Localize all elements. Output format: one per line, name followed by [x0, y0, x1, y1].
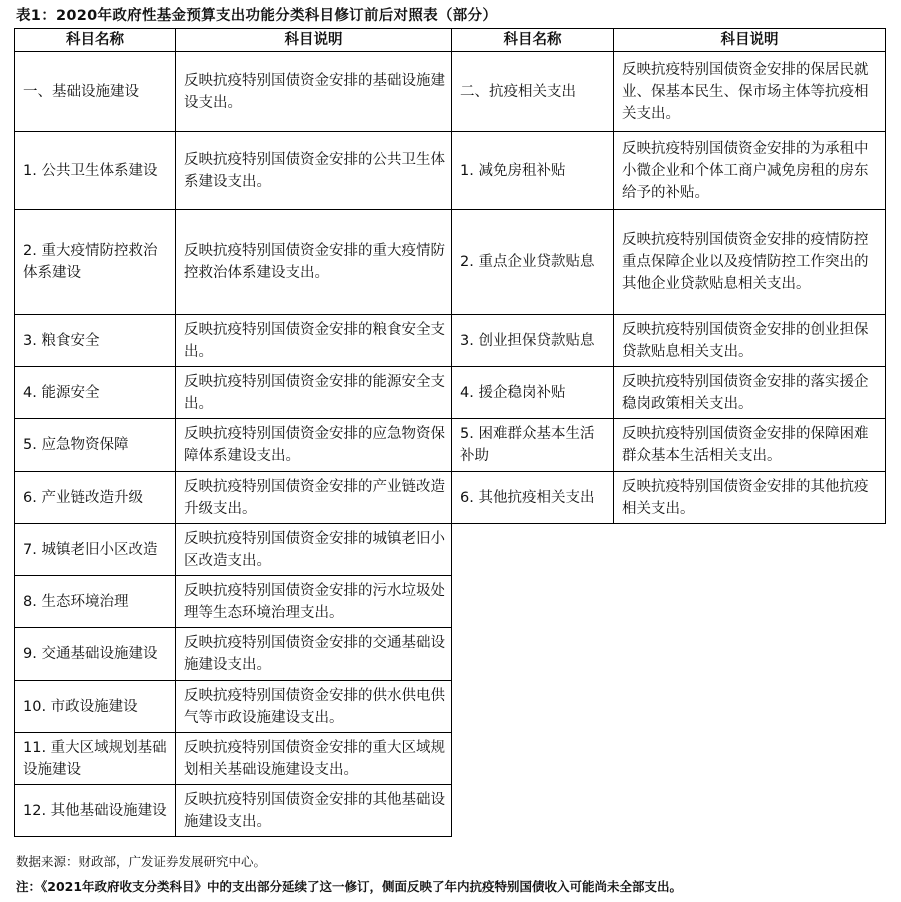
left-item-name: 10. 市政设施建设	[15, 681, 176, 733]
left-item-desc: 反映抗疫特别国债资金安排的重大疫情防控救治体系建设支出。	[176, 210, 452, 315]
right-item-desc: 反映抗疫特别国债资金安排的落实援企稳岗政策相关支出。	[614, 367, 886, 419]
left-item-name: 4. 能源安全	[15, 367, 176, 419]
left-item-desc: 反映抗疫特别国债资金安排的其他基础设施建设支出。	[176, 785, 452, 837]
left-item-desc: 反映抗疫特别国债资金安排的基础设施建设支出。	[176, 52, 452, 132]
left-item-desc: 反映抗疫特别国债资金安排的污水垃圾处理等生态环境治理支出。	[176, 576, 452, 628]
right-item-name: 1. 减免房租补贴	[452, 132, 614, 210]
header-row	[15, 29, 886, 52]
comparison-table	[14, 28, 886, 837]
table-row	[15, 132, 886, 210]
table-title: 表1：2020年政府性基金预算支出功能分类科目修订前后对照表（部分）	[16, 8, 498, 24]
left-item-name: 8. 生态环境治理	[15, 576, 176, 628]
left-item-name: 7. 城镇老旧小区改造	[15, 524, 176, 576]
table-row	[15, 367, 886, 419]
right-item-desc: 反映抗疫特别国债资金安排的疫情防控重点保障企业以及疫情防控工作突出的其他企业贷款贴息相关支出。	[614, 210, 886, 315]
right-item-desc: 反映抗疫特别国债资金安排的创业担保贷款贴息相关支出。	[614, 315, 886, 367]
right-item-name: 5. 困难群众基本生活补助	[452, 419, 614, 472]
right-item-desc: 反映抗疫特别国债资金安排的为承租中小微企业和个体工商户减免房租的房东给予的补贴。	[614, 132, 886, 210]
table-row	[15, 472, 886, 524]
footnote: 注：《2021年政府收支分类科目》中的支出部分延续了这一修订，侧面反映了年内抗疫特别国债收入可能尚未全部支出。	[16, 879, 683, 894]
source-note: 数据来源：财政部，广发证券发展研究中心。	[16, 854, 267, 869]
header-left-name: 科目名称	[15, 29, 176, 52]
right-item-desc: 反映抗疫特别国债资金安排的保居民就业、保基本民生、保市场主体等抗疫相关支出。	[614, 52, 886, 132]
table-row	[15, 524, 886, 576]
table-row	[15, 733, 886, 785]
table-row	[15, 210, 886, 315]
left-item-desc: 反映抗疫特别国债资金安排的应急物资保障体系建设支出。	[176, 419, 452, 472]
left-item-desc: 反映抗疫特别国债资金安排的公共卫生体系建设支出。	[176, 132, 452, 210]
left-item-name: 12. 其他基础设施建设	[15, 785, 176, 837]
right-item-name: 2. 重点企业贷款贴息	[452, 210, 614, 315]
table-row	[15, 315, 886, 367]
right-item-desc: 反映抗疫特别国债资金安排的其他抗疫相关支出。	[614, 472, 886, 524]
right-item-name: 二、抗疫相关支出	[452, 52, 614, 132]
table-row	[15, 628, 886, 681]
table-row	[15, 52, 886, 132]
header-right-desc: 科目说明	[614, 29, 886, 52]
left-item-name: 3. 粮食安全	[15, 315, 176, 367]
left-item-desc: 反映抗疫特别国债资金安排的城镇老旧小区改造支出。	[176, 524, 452, 576]
table-row	[15, 681, 886, 733]
table-row	[15, 419, 886, 472]
left-item-name: 11. 重大区域规划基础设施建设	[15, 733, 176, 785]
right-item-name: 3. 创业担保贷款贴息	[452, 315, 614, 367]
header-right-name: 科目名称	[452, 29, 614, 52]
right-item-name: 6. 其他抗疫相关支出	[452, 472, 614, 524]
left-item-desc: 反映抗疫特别国债资金安排的交通基础设施建设支出。	[176, 628, 452, 681]
left-item-name: 一、基础设施建设	[15, 52, 176, 132]
left-item-desc: 反映抗疫特别国债资金安排的供水供电供气等市政设施建设支出。	[176, 681, 452, 733]
header-left-desc: 科目说明	[176, 29, 452, 52]
left-item-name: 2. 重大疫情防控救治体系建设	[15, 210, 176, 315]
right-item-name: 4. 援企稳岗补贴	[452, 367, 614, 419]
left-item-name: 6. 产业链改造升级	[15, 472, 176, 524]
left-item-name: 5. 应急物资保障	[15, 419, 176, 472]
left-item-desc: 反映抗疫特别国债资金安排的重大区域规划相关基础设施建设支出。	[176, 733, 452, 785]
left-item-desc: 反映抗疫特别国债资金安排的能源安全支出。	[176, 367, 452, 419]
table-row	[15, 785, 886, 837]
left-item-desc: 反映抗疫特别国债资金安排的粮食安全支出。	[176, 315, 452, 367]
left-item-desc: 反映抗疫特别国债资金安排的产业链改造升级支出。	[176, 472, 452, 524]
left-item-name: 1. 公共卫生体系建设	[15, 132, 176, 210]
left-item-name: 9. 交通基础设施建设	[15, 628, 176, 681]
right-item-desc: 反映抗疫特别国债资金安排的保障困难群众基本生活相关支出。	[614, 419, 886, 472]
table-row	[15, 576, 886, 628]
